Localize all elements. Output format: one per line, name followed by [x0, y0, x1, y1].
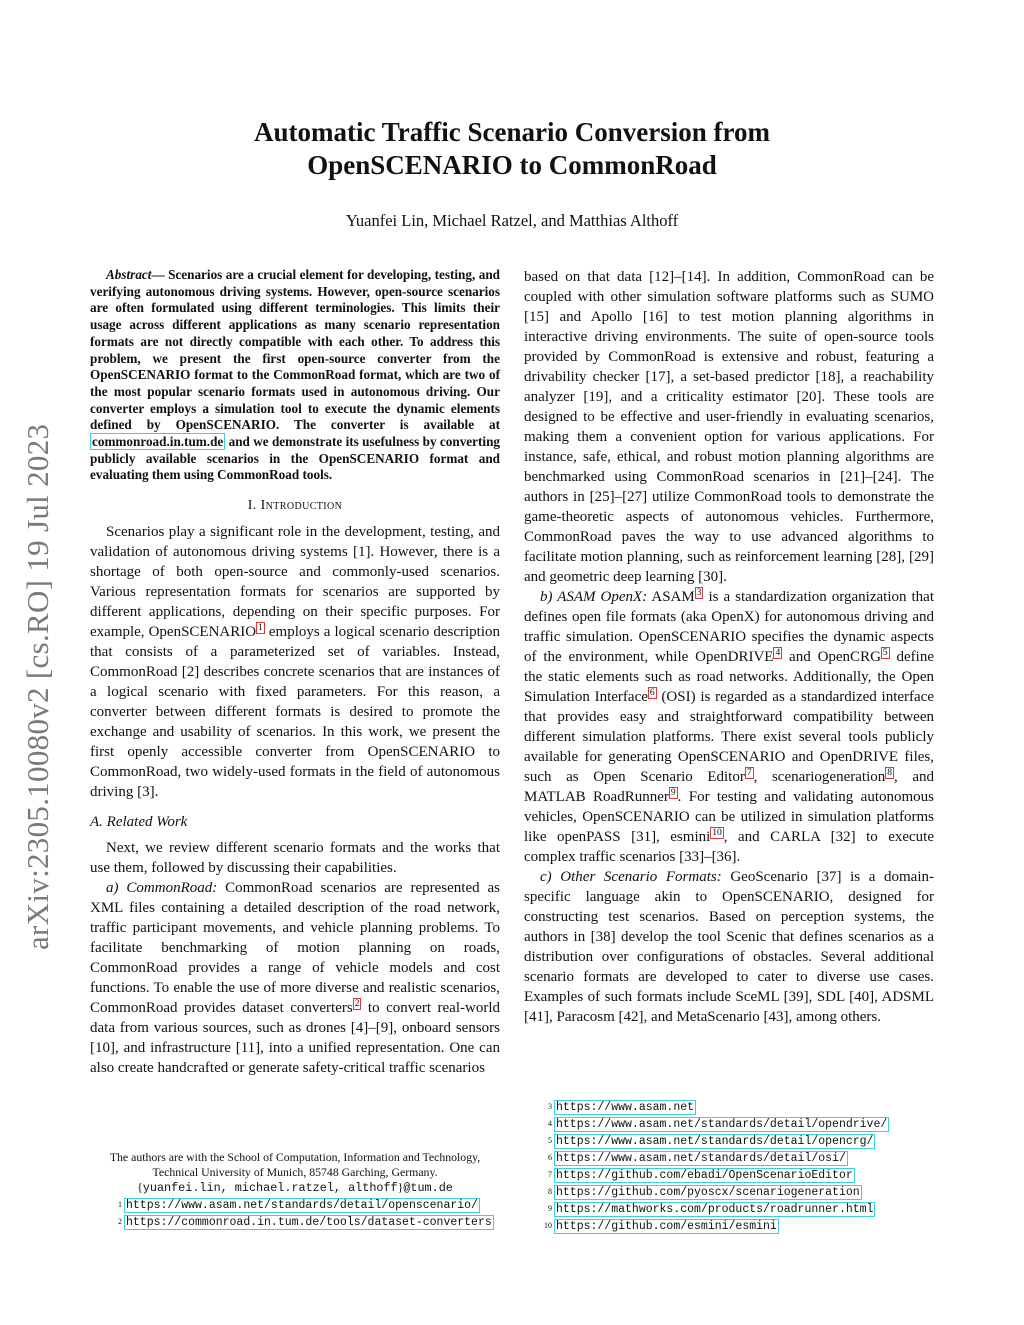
asam-text-a: ASAM: [647, 589, 695, 605]
footnote-ref-2[interactable]: 2: [354, 999, 360, 1010]
commonroad-text-a: CommonRoad scenarios are represented as XML files containing a detailed description of the road network, traffic participant movements, and vehicle planning problems. To facilitate benchmarking of motion planning on roads, CommonRoad provides a range of vehicle models and cost functions. To enable the use of more diverse and realistic scenarios, CommonRoad provides dataset converters: [90, 880, 500, 1017]
section-numeral: I.: [247, 498, 261, 514]
section-heading-introduction: [90, 496, 500, 516]
other-formats-paragraph: [524, 867, 934, 1027]
intro-text-b: employs a logical scenario description that consists of a parameterized set of variables. Instead, CommonRoad [2] describes concrete scenarios that are instances of a logical scenario with fixed parameters. For this reason, a converter between different formats is desired to promote the exchange and usability of scenarios. In this work, we present the first openly accessible converter from OpenSCENARIO to CommonRoad, two widely-used formats in the field of autonomous driving [3].: [90, 624, 500, 801]
email-names: yuanfei.lin, michael.ratzel, althoff: [142, 1181, 398, 1195]
footnote-ref-8[interactable]: 8: [887, 768, 892, 778]
commonroad-continued: based on that data [12]–[14]. In addition, CommonRoad can be coupled with other simulation software platforms such as SUMO [15] and Apollo [16] to test motion planning algorithms in interactive driving environments. The suite of open-source tools provided by CommonRoad is extensive and robust, featuring a drivability checker [17], a set-based predictor [18], a reachability analyzer [19], and a criticality estimator [20]. These tools are designed to be effective and user-friendly in evaluating scenarios, making them a convenient option for various applications. For instance, safe, ethical, and robust motion planning algorithms are benchmarked using CommonRoad scenarios in [21]–[24]. The authors in [25]–[27] utilize CommonRoad tools to demonstrate the game-theoretic aspects of autonomous vehicles. Furthermore, CommonRoad paves the way to use advanced algorithms to facilitate motion planning, such as reinforcement learning [28], [29] and geometric deep learning [30].: [524, 269, 934, 585]
affiliation-note: [90, 1150, 500, 1196]
left-column: [90, 267, 500, 1078]
asam-text-i: , and CARLA [32] to execute complex traffic scenarios [33]–[36].: [524, 829, 934, 865]
footnote: [110, 1214, 494, 1231]
footnote: [540, 1218, 889, 1235]
footnote-number: 7: [548, 1170, 552, 1179]
subsection-heading-related-work: A. Related Work: [90, 814, 188, 831]
footnote-number: 5: [548, 1136, 552, 1145]
title-line-1: Automatic Traffic Scenario Conversion from: [254, 117, 770, 147]
footnote-number: 1: [118, 1200, 122, 1209]
footnote: [540, 1201, 889, 1218]
intro-text-a: Scenarios play a significant role in the development, testing, and validation of autonomous driving systems [1]. However, there is a shortage of both open-source and commonly-used scenarios. Various representation formats for scenarios are supported by different applications, depending on their specific purposes. For example, OpenSCENARIO: [90, 524, 500, 641]
asam-text-e: (OSI) is regarded as a standardized interface that provides easy and straightforward compatibility between different simulation platforms. There exist several tools publicly available for generating OpenSCENARIO and OpenDRIVE files, such as Open Scenario Editor: [524, 689, 934, 785]
email-domain: @tum.de: [403, 1181, 453, 1195]
footnote-ref-9[interactable]: 9: [670, 788, 676, 798]
footnote-link[interactable]: https://www.asam.net/standards/detail/opendrive/: [556, 1118, 888, 1131]
footnote: [540, 1099, 889, 1116]
asam-heading: b) ASAM OpenX:: [540, 589, 648, 605]
footnotes-left: [110, 1197, 494, 1231]
related-paragraph: Next, we review different scenario formats and the works that use them, followed by discussing their capabilities.: [90, 840, 500, 877]
affiliation-text: The authors are with the School of Computation, Information and Technology, Technical University of Munich, 85748 Garching, Germany.: [109, 1150, 481, 1179]
footnote: [540, 1116, 889, 1133]
other-formats-heading: c) Other Scenario Formats:: [540, 869, 722, 885]
asam-text-g: , and MATLAB RoadRunner: [524, 769, 935, 805]
footnote-link[interactable]: https://www.asam.net: [556, 1101, 695, 1114]
asam-paragraph: [524, 587, 934, 867]
footnote-link[interactable]: https://mathworks.com/products/roadrunner.html: [556, 1203, 874, 1216]
abstract-text-1: Scenarios are a crucial element for developing, testing, and verifying autonomous driving systems. However, open-source scenarios are often formulated using different terminologies. This limits their usage across different applications as many scenario representation formats are not directly compatible with each other. To address this problem, we present the first open-source converter from the OpenSCENARIO format to the CommonRoad format, which are two of the most popular scenario formats used in autonomous driving. Our converter employs a simulation tool to execute the dynamic elements defined by OpenSCENARIO. The converter is available at: [90, 267, 500, 433]
footnote-number: 6: [548, 1153, 552, 1162]
abstract-link[interactable]: commonroad.in.tum.de: [92, 434, 224, 450]
other-formats-text: GeoScenario [37] is a domain-specific language akin to OpenSCENARIO, designed for constructing test scenarios. Based on perception systems, the authors in [38] develop the tool Scenic that defines scenarios as a distribution over configurations of obstacles. Several additional scenario formats are developed to cater to diverse use cases. Examples of such formats include SceML [39], SDL [40], ADSML [41], Paracosm [42], and MetaScenario [43], among others.: [524, 869, 935, 1025]
footnote: [540, 1167, 889, 1184]
abstract-dash: —: [151, 267, 165, 282]
footnote-ref-4[interactable]: 4: [775, 648, 781, 658]
footnote-link[interactable]: https://www.asam.net/standards/detail/openscenario/: [126, 1199, 478, 1212]
author-list: Yuanfei Lin, Michael Ratzel, and Matthias Althoff: [345, 211, 679, 230]
asam-text-b: is a standardization organization that defines open file formats (aka OpenX) for autonomous driving and traffic simulation. OpenSCENARIO specifies the dynamic aspects of the environment, while OpenDRIVE: [524, 589, 934, 665]
asam-text-h: . For testing and validating autonomous vehicles, OpenSCENARIO can be utilized in simulation platforms like openPASS [31], esmini: [524, 789, 934, 845]
footnote-link[interactable]: https://github.com/ebadi/OpenScenarioEditor: [556, 1169, 853, 1182]
email-brace-open: {: [137, 1180, 143, 1194]
footnote: [540, 1133, 889, 1150]
arxiv-watermark: arXiv:2305.10080v2 [cs.RO] 19 Jul 2023: [20, 423, 55, 950]
footnote-ref-7[interactable]: 7: [746, 768, 752, 778]
footnote-link[interactable]: https://www.asam.net/standards/detail/opencrg/: [556, 1135, 874, 1148]
abstract: [90, 267, 500, 484]
asam-text-d: define the static elements such as road networks. Additionally, the Open Simulation Interface: [524, 649, 934, 705]
abstract-label: Abstract: [106, 267, 152, 282]
footnote-link[interactable]: https://github.com/esmini/esmini: [556, 1220, 777, 1233]
asam-text-f: , scenariogeneration: [753, 769, 886, 785]
footnote-link[interactable]: https://commonroad.in.tum.de/tools/dataset-converters: [126, 1216, 492, 1229]
footnote-ref-6[interactable]: 6: [649, 688, 655, 698]
intro-paragraph: [90, 522, 500, 802]
footnote-number: 9: [548, 1204, 552, 1213]
footnote: [540, 1150, 889, 1167]
paper-title: [150, 116, 874, 182]
footnote-ref-10[interactable]: 10: [712, 828, 722, 838]
asam-text-c: and OpenCRG: [782, 649, 881, 665]
footnote-number: 10: [544, 1221, 552, 1230]
footnote-ref-1[interactable]: 1: [258, 623, 263, 634]
footnote-link[interactable]: https://github.com/pyoscx/scenariogeneration: [556, 1186, 860, 1199]
footnote-number: 8: [548, 1187, 552, 1196]
commonroad-text-b: to convert real-world data from various sources, such as drones [4]–[9], onboard sensors [10], and infrastructure [11], into a unified representation. One can also create handcrafted or generate safety-critical traffic scenarios: [90, 1000, 500, 1077]
commonroad-heading: a) CommonRoad:: [106, 880, 218, 897]
footnote-number: 2: [118, 1217, 122, 1226]
footnote-ref-5[interactable]: 5: [882, 648, 888, 658]
footnote-link[interactable]: https://www.asam.net/standards/detail/osi/: [556, 1152, 846, 1165]
commonroad-paragraph: [90, 878, 500, 1078]
footnote-number: 3: [548, 1102, 552, 1111]
section-title: Introduction: [260, 498, 343, 514]
footnote-ref-3[interactable]: 3: [696, 588, 702, 598]
right-column: [524, 267, 934, 1027]
title-line-2: OpenSCENARIO to CommonRoad: [307, 150, 717, 180]
footnote: [110, 1197, 494, 1214]
email-brace-close: }: [397, 1180, 404, 1194]
abstract-text-2: and we demonstrate its usefulness by converting publicly available scenarios in the OpenSCENARIO format and evaluating them using CommonRoad tools.: [90, 434, 500, 483]
footnotes-right: [540, 1099, 889, 1235]
affiliation-emails: [90, 1180, 500, 1196]
footnote: [540, 1184, 889, 1201]
footnote-number: 4: [548, 1119, 552, 1128]
